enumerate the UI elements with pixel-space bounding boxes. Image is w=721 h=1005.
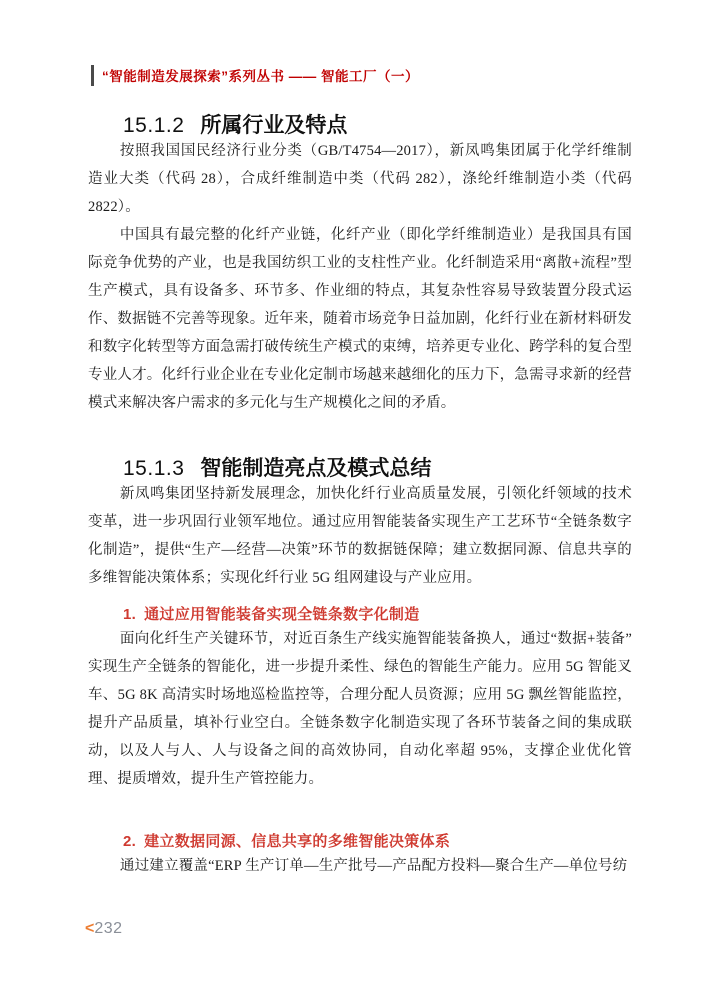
section-heading-15-1-2 bbox=[123, 114, 721, 137]
page-back-icon: < bbox=[85, 920, 95, 937]
section-title: 所属行业及特点 bbox=[200, 114, 348, 137]
subheading-2 bbox=[123, 832, 721, 852]
running-header bbox=[91, 64, 721, 86]
subheading-number: 1. bbox=[123, 606, 137, 623]
series-title: “智能制造发展探索”系列丛书 —— 智能工厂（一） bbox=[102, 69, 420, 84]
section-number: 15.1.3 bbox=[123, 457, 185, 480]
section-heading-15-1-3 bbox=[123, 457, 721, 480]
subheading-title: 通过应用智能装备实现全链条数字化制造 bbox=[144, 606, 420, 623]
page-number: 232 bbox=[94, 920, 123, 937]
header-accent-bar bbox=[91, 65, 94, 86]
paragraph-digital-manufacturing: 面向化纤生产关键环节，对近百条生产线实施智能装备换人，通过“数据+装备”实现生产全链条的智能化，进一步提升柔性、绿色的智能生产能力。应用 5G 智能叉车、5G 8K 高清实时场地巡检监控等，合理分配人员资源；应用 5G 飘丝智能监控，提升产品质量，填补行业空白。全链条数字化制造实现了各环节装备之间的集成联动，以及人与人、人与设备之间的高效协同，自动化率超 95%，支撑企业优化管理、提质增效，提升生产管控能力。 bbox=[88, 631, 632, 787]
paragraph-industry-characteristics: 中国具有最完整的化纤产业链，化纤产业（即化学纤维制造业）是我国具有国际竞争优势的产业，也是我国纺织工业的支柱性产业。化纤制造采用“离散+流程”型生产模式，具有设备多、环节多、作业细的特点，其复杂性容易导致装置分段式运作、数据链不完善等现象。近年来，随着市场竞争日益加剧，化纤行业在新材料研发和数字化转型等方面急需打破传统生产模式的束缚，培养更专业化、跨学科的复合型专业人才。化纤行业企业在专业化定制市场越来越细化的压力下，急需寻求新的经营模式来解决客户需求的多元化与生产规模化之间的矛盾。 bbox=[88, 227, 632, 411]
paragraph-industry-classification: 按照我国国民经济行业分类（GB/T4754—2017），新凤鸣集团属于化学纤维制造业大类（代码 28），合成纤维制造中类（代码 282），涤纶纤维制造小类（代码 2822）。 bbox=[88, 143, 632, 215]
subheading-title: 建立数据同源、信息共享的多维智能决策体系 bbox=[144, 833, 451, 850]
paragraph-section-intro: 新凤鸣集团坚持新发展理念，加快化纤行业高质量发展，引领化纤领域的技术变革，进一步巩固行业领军地位。通过应用智能装备实现生产工艺环节“全链条数字化制造”，提供“生产—经营—决策”环节的数据链保障；建立数据同源、信息共享的多维智能决策体系；实现化纤行业 5G 组网建设与产业应用。 bbox=[88, 486, 632, 586]
paragraph-erp-chain: 通过建立覆盖“ERP 生产订单—生产批号—产品配方投料—聚合生产—单位号纺 bbox=[119, 858, 628, 874]
subheading-number: 2. bbox=[123, 833, 137, 850]
section-number: 15.1.2 bbox=[123, 114, 185, 137]
subheading-1 bbox=[123, 605, 721, 625]
page-footer bbox=[85, 919, 123, 939]
section-title: 智能制造亮点及模式总结 bbox=[200, 457, 432, 480]
